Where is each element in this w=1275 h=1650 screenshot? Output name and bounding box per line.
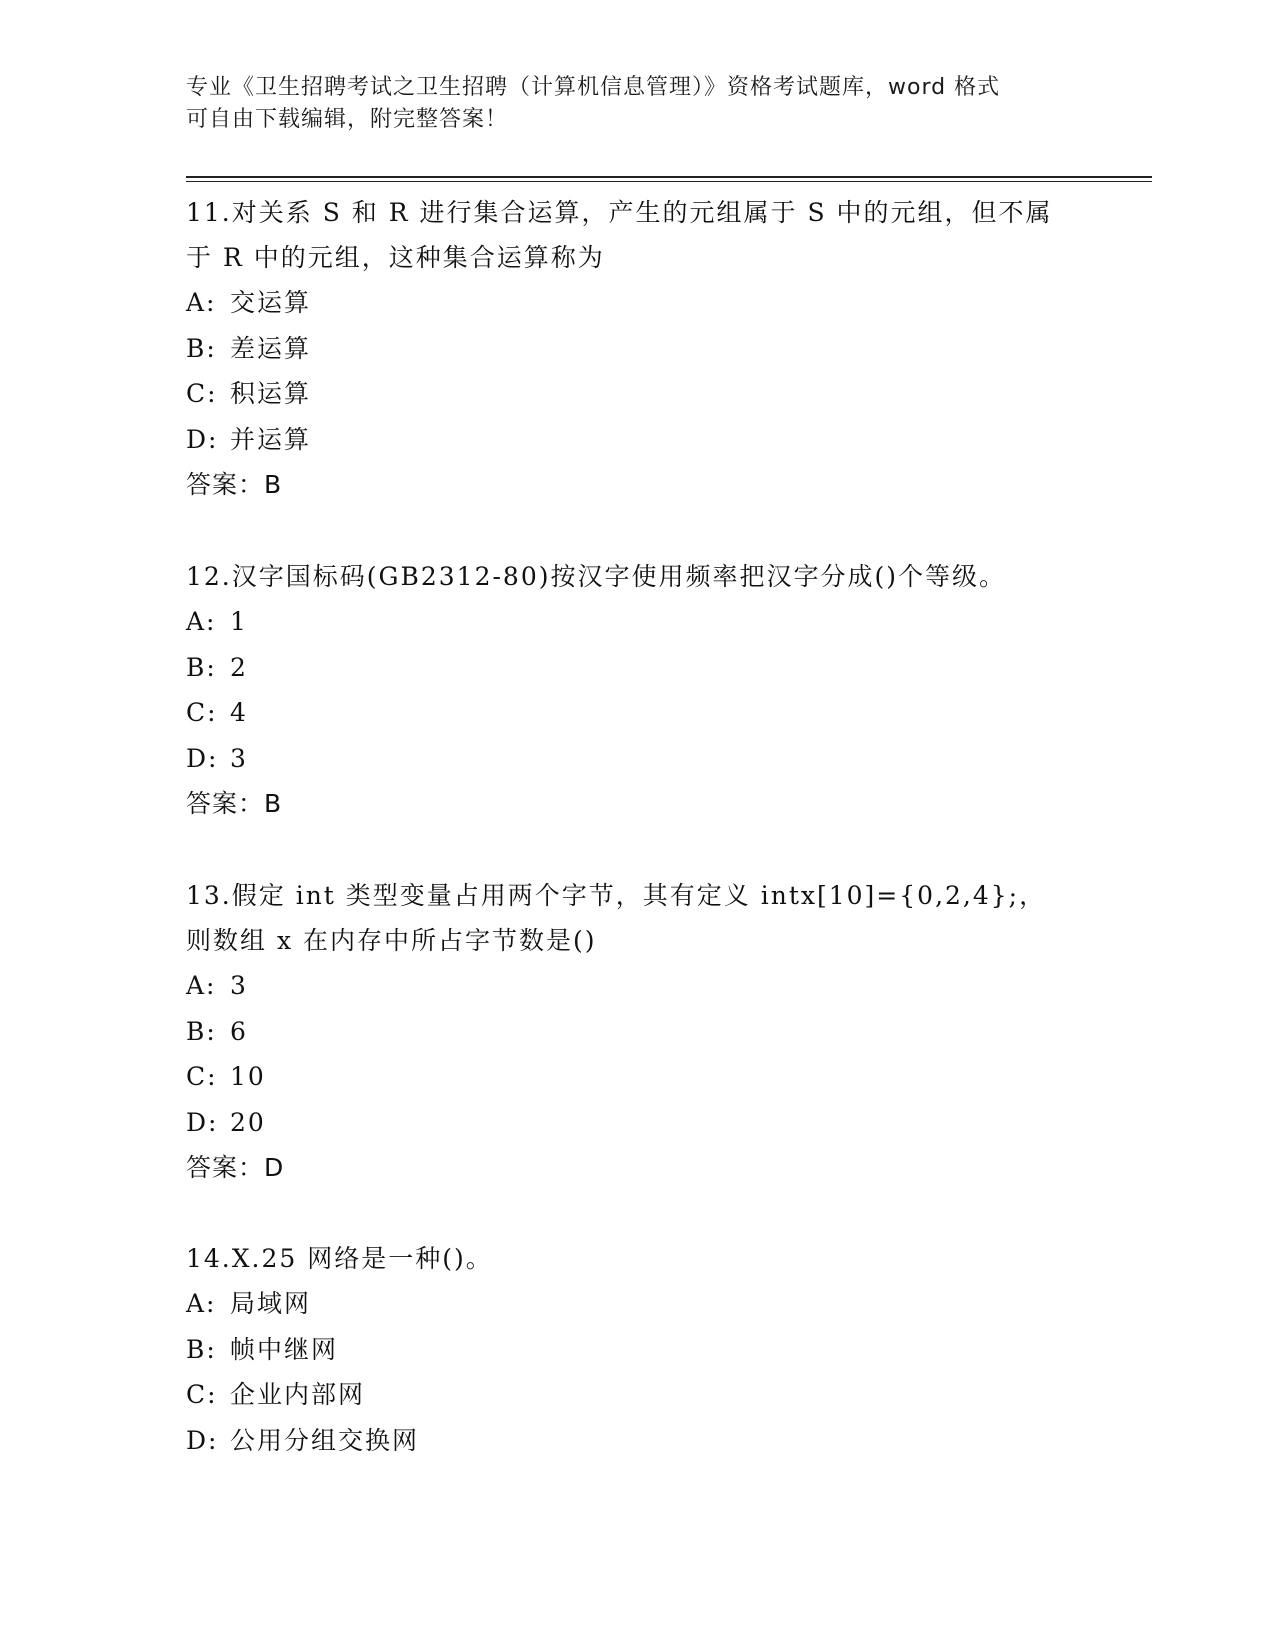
- option-b: [186, 326, 1086, 372]
- question-stem-line: 14.X.25 网络是一种()。: [186, 1244, 493, 1273]
- option-c: [186, 1372, 1086, 1418]
- option-key: B:: [186, 652, 217, 682]
- option-d: [186, 1100, 1086, 1146]
- option-key: B:: [186, 333, 217, 363]
- option-text: 20: [230, 1107, 266, 1137]
- question-stem-line: 13.假定 int 类型变量占用两个字节，其有定义 intx[10]={0,2,4};，: [186, 881, 1047, 910]
- option-key: A:: [186, 607, 217, 636]
- option-text: 10: [230, 1062, 266, 1091]
- option-key: D:: [186, 424, 219, 454]
- option-key: D:: [186, 1425, 219, 1455]
- option-key: A:: [186, 1289, 217, 1318]
- option-key: D:: [186, 743, 219, 773]
- option-text: 交运算: [230, 288, 312, 317]
- option-b: [186, 1009, 1086, 1055]
- option-c: [186, 690, 1086, 736]
- option-a: [186, 280, 1086, 326]
- option-text: 企业内部网: [230, 1380, 366, 1409]
- option-key: C:: [186, 1062, 218, 1091]
- option-text: 积运算: [230, 379, 312, 408]
- option-key: B:: [186, 1334, 217, 1364]
- header-divider-thin: [186, 181, 1152, 182]
- question-13: [186, 873, 1086, 1190]
- answer-line: 答案：D: [186, 1153, 285, 1182]
- option-text: 3: [230, 971, 248, 1000]
- option-text: 公用分组交换网: [230, 1425, 420, 1455]
- option-key: D:: [186, 1107, 219, 1137]
- option-c: [186, 371, 1086, 417]
- option-b: [186, 645, 1086, 691]
- question-12: [186, 554, 1086, 826]
- option-a: [186, 963, 1086, 1009]
- option-text: 差运算: [230, 333, 312, 363]
- header-divider-thick: [186, 176, 1152, 178]
- option-text: 6: [230, 1016, 248, 1046]
- header-line-1: 专业《卫生招聘考试之卫生招聘（计算机信息管理）》资格考试题库，word 格式: [186, 75, 1001, 100]
- question-11: [186, 190, 1086, 507]
- option-text: 1: [230, 607, 248, 636]
- answer-line: 答案：B: [186, 789, 283, 818]
- option-text: 2: [230, 652, 248, 682]
- option-key: A:: [186, 288, 217, 317]
- option-key: C:: [186, 1380, 218, 1409]
- header-line-2: 可自由下载编辑，附完整答案！: [186, 107, 509, 132]
- option-d: [186, 1418, 1086, 1464]
- document-header: [186, 72, 1076, 136]
- option-text: 帧中继网: [230, 1334, 339, 1364]
- option-key: C:: [186, 379, 218, 408]
- question-stem-line: 则数组 x 在内存中所占字节数是(): [186, 926, 597, 955]
- option-a: [186, 1281, 1086, 1327]
- option-d: [186, 417, 1086, 463]
- option-b: [186, 1327, 1086, 1373]
- question-14: [186, 1236, 1086, 1463]
- answer-line: 答案：B: [186, 470, 283, 499]
- option-a: [186, 599, 1086, 645]
- option-d: [186, 736, 1086, 782]
- question-stem-line: 于 R 中的元组，这种集合运算称为: [186, 243, 605, 272]
- option-text: 3: [230, 743, 248, 773]
- option-text: 并运算: [230, 424, 312, 454]
- option-key: A:: [186, 971, 217, 1000]
- question-stem-line: 12.汉字国标码(GB2312-80)按汉字使用频率把汉字分成()个等级。: [186, 562, 1006, 591]
- option-c: [186, 1054, 1086, 1100]
- option-key: C:: [186, 698, 218, 727]
- option-key: B:: [186, 1016, 217, 1046]
- option-text: 4: [230, 698, 248, 727]
- question-stem-line: 11.对关系 S 和 R 进行集合运算，产生的元组属于 S 中的元组，但不属: [186, 198, 1053, 227]
- option-text: 局域网: [230, 1289, 312, 1318]
